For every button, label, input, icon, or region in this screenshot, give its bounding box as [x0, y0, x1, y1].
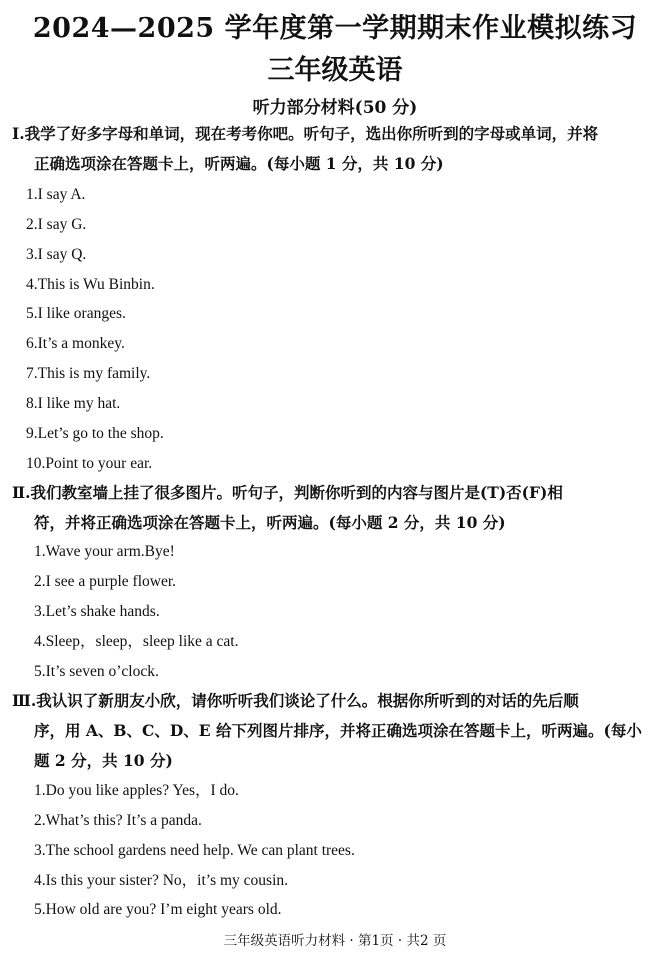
list-item: 8.I like my hat. — [26, 395, 121, 412]
list-item: 6.It’s a monkey. — [26, 335, 125, 352]
list-item: 1.I say A. — [26, 186, 86, 203]
list-item: 2.I see a purple flower. — [34, 573, 177, 590]
list-item: 10.Point to your ear. — [26, 455, 153, 472]
list-item: 4.Is this your sister? No，it’s my cousin. — [34, 872, 289, 889]
list-item: 4.This is Wu Binbin. — [26, 276, 155, 293]
list-item: 2.I say G. — [26, 216, 87, 233]
list-item: 9.Let’s go to the shop. — [26, 425, 164, 442]
section-2-heading-line-2: 符，并将正确选项涂在答题卡上，听两遍。(每小题 2 分，共 10 分) — [34, 513, 506, 532]
section-3-heading-line-2: 序，用 A、B、C、D、E 给下列图片排序，并将正确选项涂在答题卡上，听两遍。(每小 — [34, 721, 642, 740]
page-footer: 三年级英语听力材料 · 第1页 · 共2 页 — [223, 933, 447, 949]
list-item: 5.It’s seven o’clock. — [34, 663, 159, 680]
list-item: 3.The school gardens need help. We can plant trees. — [34, 842, 355, 859]
list-item: 3.I say Q. — [26, 246, 87, 263]
section-2-heading-line-1: Ⅱ.我们教室墙上挂了很多图片。听句子，判断你听到的内容与图片是(T)否(F)相 — [12, 483, 563, 502]
list-item: 5.I like oranges. — [26, 305, 126, 322]
list-item: 4.Sleep，sleep，sleep like a cat. — [34, 633, 239, 650]
section-3-heading-line-3: 题 2 分，共 10 分) — [34, 751, 173, 770]
exam-title: 2024—2025 学年度第一学期期末作业模拟练习 — [32, 13, 638, 44]
list-item: 3.Let’s shake hands. — [34, 603, 160, 620]
list-item: 1.Wave your arm.Bye! — [34, 543, 175, 560]
list-item: 1.Do you like apples? Yes，I do. — [34, 782, 239, 799]
list-item: 2.What’s this? It’s a panda. — [34, 812, 202, 829]
section-1-heading-line-2: 正确选项涂在答题卡上，听两遍。(每小题 1 分，共 10 分) — [34, 154, 444, 173]
list-item: 5.How old are you? I’m eight years old. — [34, 901, 282, 918]
section-1-heading-line-1: Ⅰ.我学了好多字母和单词，现在考考你吧。听句子，选出你所听到的字母或单词，并将 — [12, 124, 599, 143]
section-3-heading-line-1: Ⅲ.我认识了新朋友小欣，请你听听我们谈论了什么。根据你所听到的对话的先后顺 — [12, 691, 579, 710]
exam-grade-title: 三年级英语 — [267, 55, 403, 86]
list-item: 7.This is my family. — [26, 365, 151, 382]
exam-subtitle: 听力部分材料(50 分) — [252, 98, 418, 118]
